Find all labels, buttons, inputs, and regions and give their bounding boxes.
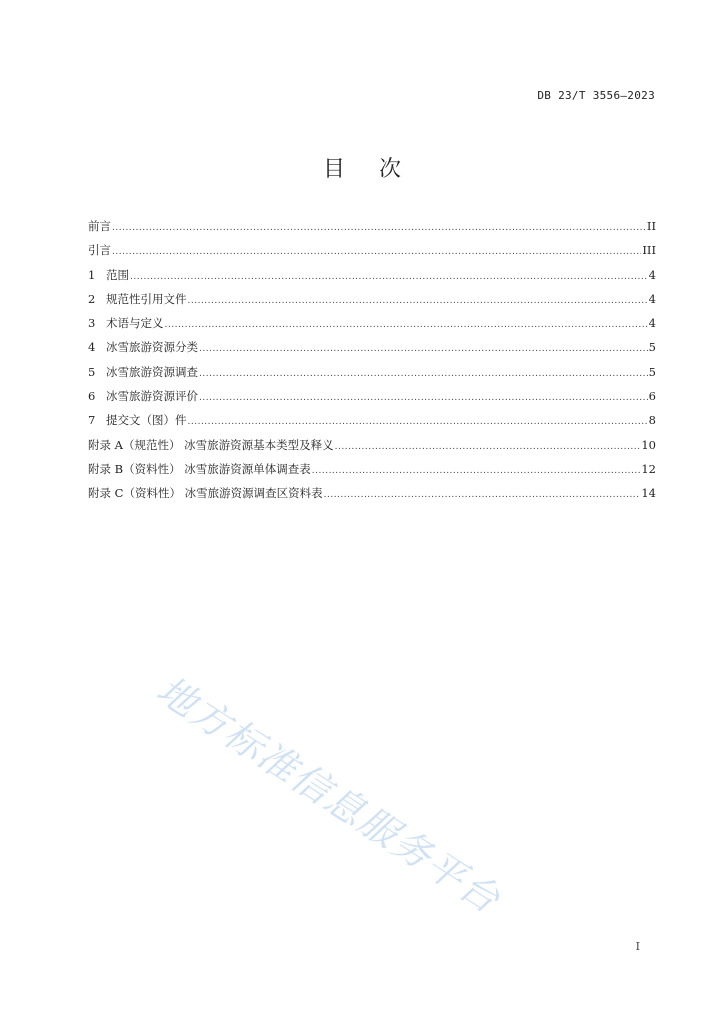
toc-entry-number: 7 bbox=[88, 413, 96, 428]
toc-entry-page: III bbox=[642, 243, 656, 258]
toc-entry-number: 1 bbox=[88, 267, 96, 282]
toc-entry[interactable] bbox=[88, 242, 656, 266]
toc-entry[interactable] bbox=[88, 267, 656, 291]
toc-entry[interactable] bbox=[88, 339, 656, 363]
toc-entry[interactable] bbox=[88, 437, 656, 461]
toc-leader-dots bbox=[312, 466, 641, 476]
toc-entry-text: 附录 A（规范性） 冰雪旅游资源基本类型及释义 bbox=[88, 437, 334, 452]
toc-entry-number: 3 bbox=[88, 316, 96, 331]
toc-entry-text: 术语与定义 bbox=[106, 316, 164, 331]
toc-entry[interactable] bbox=[88, 485, 656, 509]
toc-entry-text: 引言 bbox=[88, 243, 111, 258]
toc-entry[interactable] bbox=[88, 291, 656, 315]
toc-entry-page: 6 bbox=[648, 389, 656, 404]
toc-entry-text: 附录 B（资料性） 冰雪旅游资源单体调查表 bbox=[88, 461, 311, 476]
toc-leader-dots bbox=[112, 223, 646, 233]
toc-leader-dots bbox=[199, 344, 648, 354]
toc-entry-page: 4 bbox=[648, 291, 656, 306]
toc-entry-number: 4 bbox=[88, 340, 96, 355]
toc-entry[interactable] bbox=[88, 364, 656, 388]
toc-entry-text: 冰雪旅游资源分类 bbox=[106, 340, 198, 355]
toc-entry[interactable] bbox=[88, 218, 656, 242]
toc-entry-text: 冰雪旅游资源调查 bbox=[106, 364, 198, 379]
toc-entry[interactable] bbox=[88, 315, 656, 339]
toc-leader-dots bbox=[165, 320, 648, 330]
toc-entry-text: 规范性引用文件 bbox=[106, 291, 187, 306]
document-code: DB 23/T 3556—2023 bbox=[537, 89, 655, 102]
table-of-contents bbox=[88, 218, 656, 510]
toc-entry-page: 4 bbox=[648, 316, 656, 331]
toc-entry-page: 12 bbox=[641, 461, 656, 476]
toc-entry-page: 14 bbox=[641, 486, 656, 501]
toc-entry[interactable] bbox=[88, 461, 656, 485]
page-title: 目次 bbox=[322, 157, 435, 182]
toc-leader-dots bbox=[112, 247, 641, 257]
toc-entry-page: 8 bbox=[648, 413, 656, 428]
toc-entry[interactable] bbox=[88, 412, 656, 436]
toc-leader-dots bbox=[188, 296, 648, 306]
toc-entry-page: 5 bbox=[648, 340, 656, 355]
toc-leader-dots bbox=[199, 393, 648, 403]
toc-entry-page: 10 bbox=[641, 437, 656, 452]
toc-entry-page: 4 bbox=[648, 267, 656, 282]
toc-leader-dots bbox=[324, 490, 641, 500]
toc-entry-text: 附录 C（资料性） 冰雪旅游资源调查区资料表 bbox=[88, 486, 323, 501]
toc-entry[interactable] bbox=[88, 388, 656, 412]
toc-entry-text: 提交文（图）件 bbox=[106, 413, 187, 428]
toc-leader-dots bbox=[130, 272, 648, 282]
watermark: 地方标准信息服务平台 bbox=[149, 667, 509, 923]
toc-entry-number: 5 bbox=[88, 364, 96, 379]
toc-leader-dots bbox=[199, 369, 648, 379]
toc-leader-dots bbox=[335, 442, 641, 452]
page-number: I bbox=[635, 940, 640, 953]
toc-leader-dots bbox=[188, 417, 648, 427]
toc-entry-page: II bbox=[646, 219, 656, 233]
toc-entry-text: 前言 bbox=[88, 219, 111, 233]
toc-entry-page: 5 bbox=[648, 364, 656, 379]
toc-entry-number: 6 bbox=[88, 389, 96, 404]
toc-entry-text: 冰雪旅游资源评价 bbox=[106, 389, 198, 404]
toc-entry-text: 范围 bbox=[106, 267, 129, 282]
toc-entry-number: 2 bbox=[88, 291, 96, 306]
